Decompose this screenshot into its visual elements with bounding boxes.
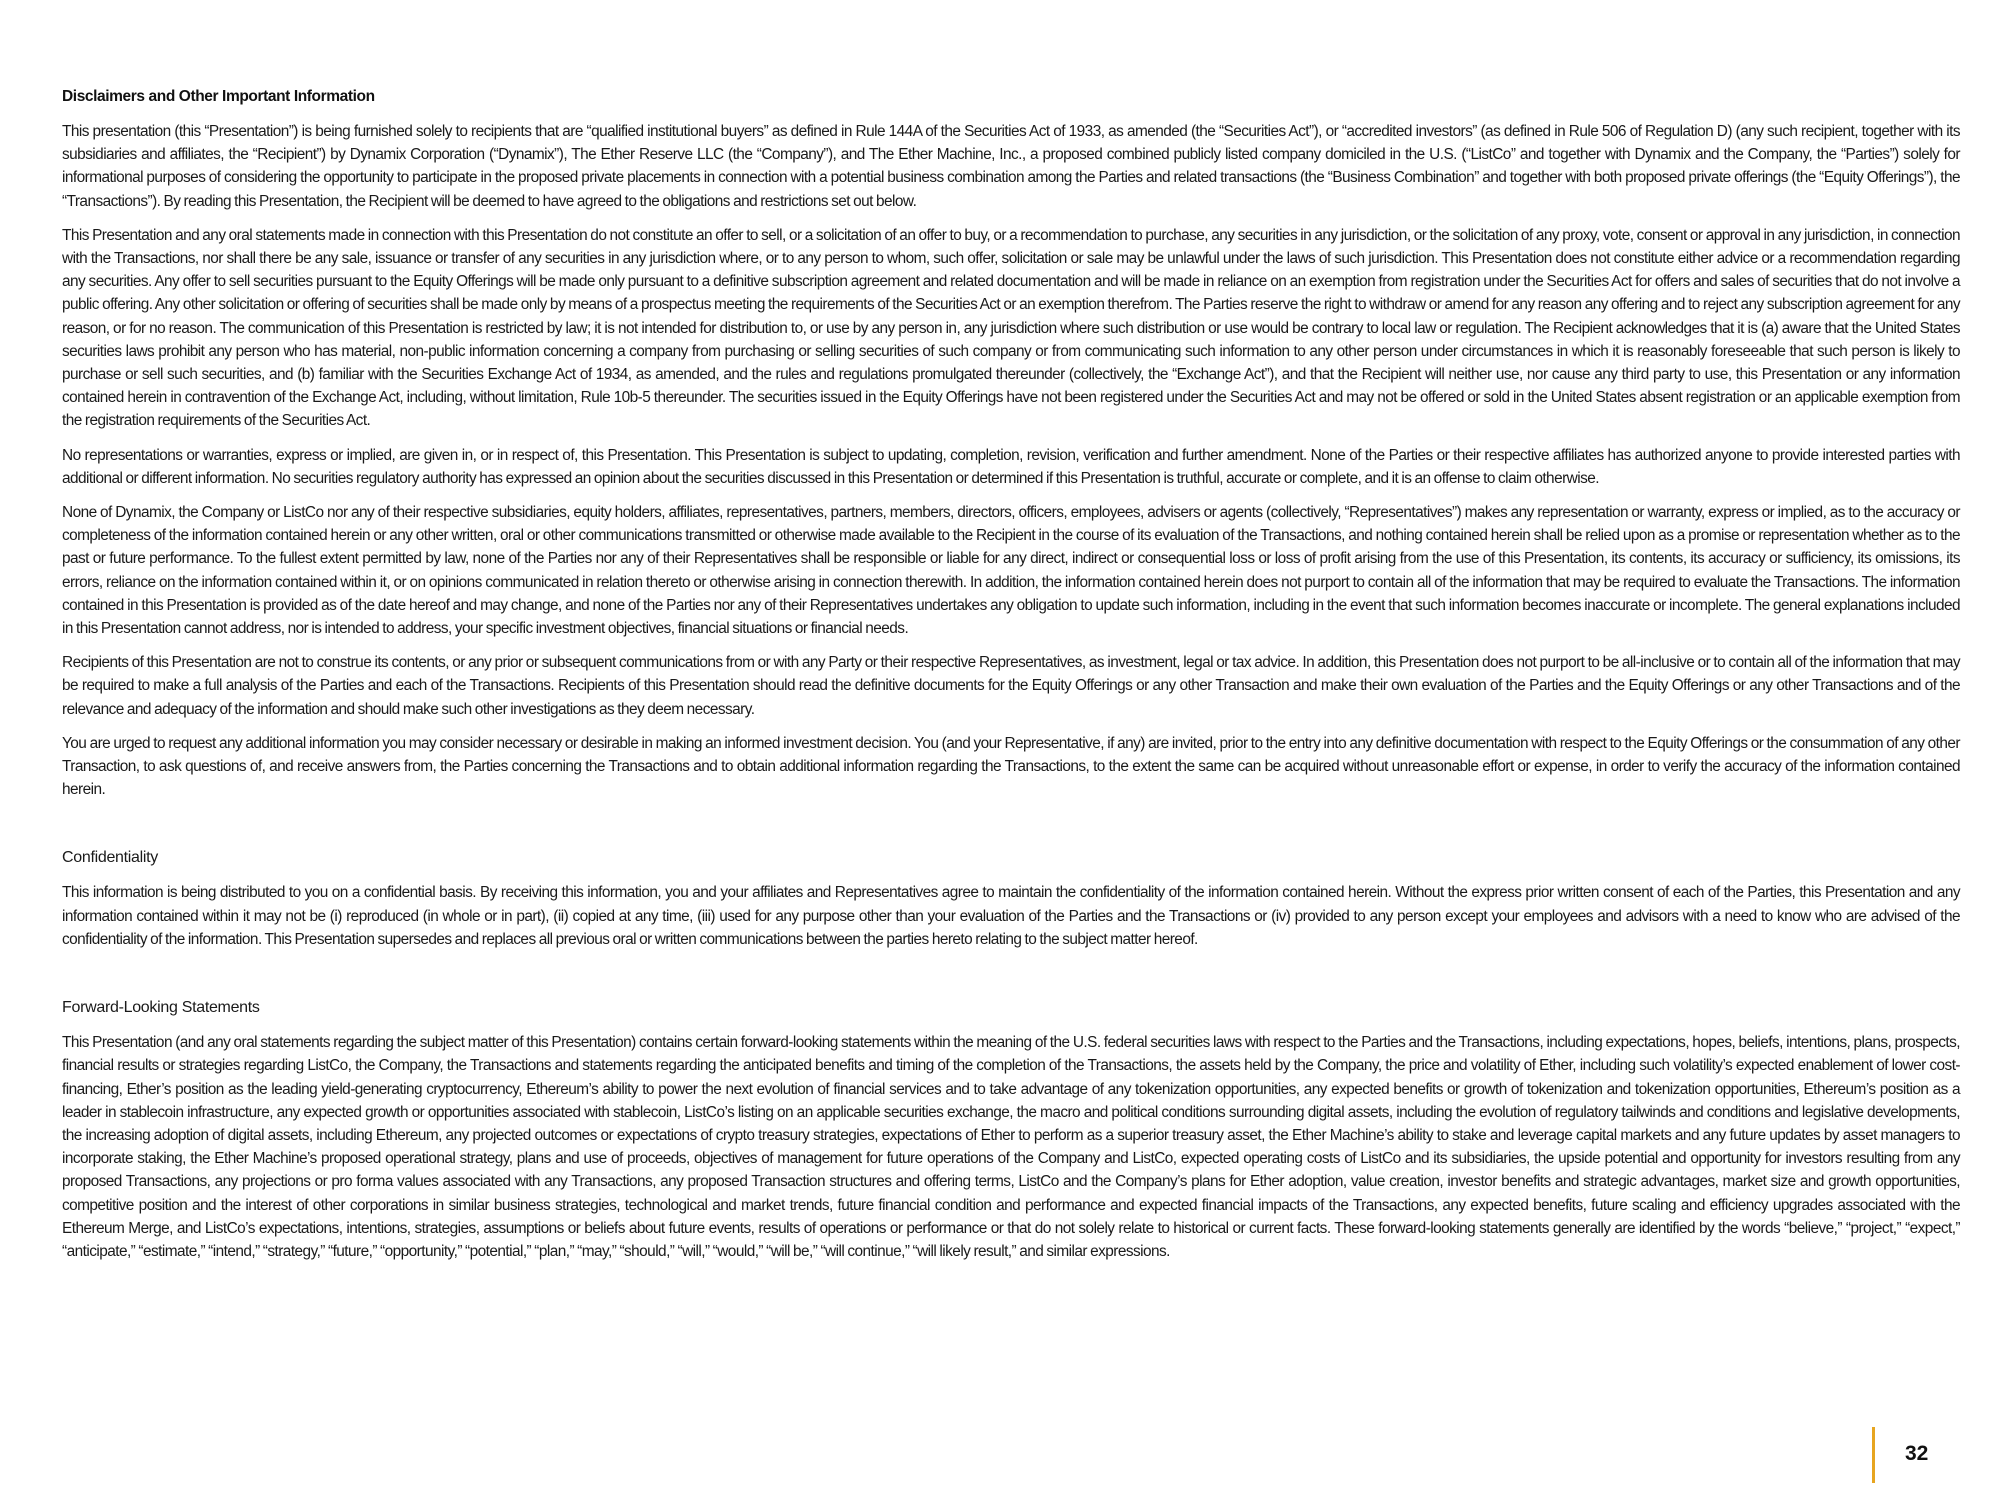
intro-paragraph-1: This presentation (this “Presentation”) is being furnished solely to recipients that are “qualified institutional buyers” as defined in Rule 144A of the Securities Act of 1933, as amended (the “Securities Act”), or “accredited investors” (as defined in Rule 506 of Regulation D) (any such recipient, together with its subsidiaries and affiliates, the “Recipient”) by Dynamix Corporation (“Dynamix”), The Ether Reserve LLC (the “Company”), and The Ether Machine, Inc., a proposed combined publicly listed company domiciled in the U.S. (“ListCo” and together with Dynamix and the Company, the “Parties”) solely for informational purposes of considering the opportunity to participate in the proposed private placements in connection with a potential business combination among the Parties and related transactions (the “Business Combination” and together with both proposed private offerings (the “Equity Offerings”), the “Transactions”). By reading this Presentation, the Recipient will be deemed to have agreed to the obligations and restrictions set out below. <box>62 123 1960 210</box>
disclaimer-content <box>62 88 1960 1274</box>
intro-paragraph-5: Recipients of this Presentation are not to construe its contents, or any prior or subsequent communications from or with any Party or their respective Representatives, as investment, legal or tax advice. In addition, this Presentation does not purport to be all-inclusive or to contain all of the information that may be required to make a full analysis of the Parties and each of the Transactions. Recipients of this Presentation should read the definitive documents for the Equity Offerings or any other Transaction and make their own evaluation of the Parties and the Equity Offerings or any other Transactions and of the relevance and adequacy of the information and should make such other investigations as they deem necessary. <box>62 654 1960 718</box>
intro-paragraph-4: None of Dynamix, the Company or ListCo nor any of their respective subsidiaries, equity holders, affiliates, representatives, partners, members, directors, officers, employees, advisers or agents (collectively, “Representatives”) makes any representation or warranty, express or implied, as to the accuracy or completeness of the information contained herein or any other written, oral or other communications transmitted or otherwise made available to the Recipient in the course of its evaluation of the Transactions, and nothing contained herein shall be relied upon as a promise or representation whether as to the past or future performance. To the fullest extent permitted by law, none of the Parties nor any of their Representatives shall be responsible or liable for any direct, indirect or consequential loss or loss of profit arising from the use of this Presentation, its contents, its accuracy or sufficiency, its omissions, its errors, reliance on the information contained within it, or on opinions communicated in relation thereto or otherwise arising in connection therewith. In addition, the information contained herein does not purport to contain all of the information that may be required to evaluate the Transactions. The information contained in this Presentation is provided as of the date hereof and may change, and none of the Parties nor any of their Representatives undertakes any obligation to update such information, including in the event that such information becomes inaccurate or incomplete. The general explanations included in this Presentation cannot address, nor is intended to address, your specific investment objectives, financial situations or financial needs. <box>62 504 1960 638</box>
page-title: Disclaimers and Other Important Information <box>62 88 375 105</box>
intro-paragraph-3: No representations or warranties, express or implied, are given in, or in respect of, this Presentation. This Presentation is subject to updating, completion, revision, verification and further amendment. None of the Parties or their respective affiliates has authorized anyone to provide interested parties with additional or different information. No securities regulatory authority has expressed an opinion about the securities discussed in this Presentation or determined if this Presentation is truthful, accurate or complete, and it is an offense to claim otherwise. <box>62 446 1960 487</box>
footer-accent-rule <box>1872 1427 1875 1483</box>
forward-looking-paragraph: This Presentation (and any oral statements regarding the subject matter of this Presentation) contains certain forward-looking statements within the meaning of the U.S. federal securities laws with respect to the Parties and the Transactions, including expectations, hopes, beliefs, intentions, plans, prospects, financial results or strategies regarding ListCo, the Company, the Transactions and statements regarding the anticipated benefits and timing of the completion of the Transactions, the assets held by the Company, the price and volatility of Ether, including such volatility’s expected enablement of lower cost-financing, Ether’s position as the leading yield-generating cryptocurrency, Ethereum’s ability to power the next evolution of financial services and to take advantage of any tokenization opportunities, any expected benefits or growth of tokenization and tokenization opportunities, Ethereum’s position as a leader in stablecoin infrastructure, any expected growth or opportunities associated with stablecoin, ListCo’s listing on an applicable securities exchange, the macro and political conditions surrounding digital assets, including the evolution of regulatory tailwinds and conditions and legislative developments, the increasing adoption of digital assets, including Ethereum, any projected outcomes or expectations of crypto treasury strategies, expectations of Ether to perform as a superior treasury asset, the Ether Machine’s ability to stake and leverage capital markets and any future updates by asset managers to incorporate staking, the Ether Machine’s proposed operational strategy, plans and use of proceeds, objectives of management for future operations of the Company and ListCo, expected operating costs of ListCo and its subsidiaries, the upside potential and opportunity for investors resulting from any proposed Transactions, any projections or pro forma values associated with any Transactions, any proposed Transaction structures and offering terms, ListCo and the Company’s plans for Ether adoption, value creation, investor benefits and strategic advantages, market size and growth opportunities, competitive position and the interest of other corporations in similar business strategies, technological and market trends, future financial condition and performance and expected financial impacts of the Transactions, any expected benefits, future scaling and efficiency upgrades associated with the Ethereum Merge, and ListCo’s expectations, intentions, strategies, assumptions or beliefs about future events, results of operations or performance or that do not solely relate to historical or current facts. These forward-looking statements generally are identified by the words “believe,” “project,” “expect,” “anticipate,” “estimate,” “intend,” “strategy,” “future,” “opportunity,” “potential,” “plan,” “may,” “should,” “will,” “would,” “will be,” “will continue,” “will likely result,” and similar expressions. <box>62 1034 1960 1260</box>
intro-paragraph-6: You are urged to request any additional information you may consider necessary or desirable in making an informed investment decision. You (and your Representative, if any) are invited, prior to the entry into any definitive documentation with respect to the Equity Offerings or the consummation of any other Transaction, to ask questions of, and receive answers from, the Parties concerning the Transactions and to obtain additional information regarding the Transactions, to the extent the same can be acquired without unreasonable effort or expense, in order to verify the accuracy of the information contained herein. <box>62 734 1960 799</box>
confidentiality-paragraph: This information is being distributed to you on a confidential basis. By receiving this information, you and your affiliates and Representatives agree to maintain the confidentiality of the information contained herein. Without the express prior written consent of each of the Parties, this Presentation and any information contained within it may not be (i) reproduced (in whole or in part), (ii) copied at any time, (iii) used for any purpose other than your evaluation of the Parties and the Transactions or (iv) provided to any person except your employees and advisors with a need to know who are advised of the confidentiality of the information. This Presentation supersedes and replaces all previous oral or written communications between the parties hereto relating to the subject matter hereof. <box>62 884 1960 948</box>
confidentiality-heading: Confidentiality <box>62 849 159 867</box>
forward-looking-heading: Forward-Looking Statements <box>62 999 260 1017</box>
intro-paragraph-2: This Presentation and any oral statements made in connection with this Presentation do not constitute an offer to sell, or a solicitation of an offer to buy, or a recommendation to purchase, any securities in any jurisdiction, or the solicitation of any proxy, vote, consent or approval in any jurisdiction, in connection with the Transactions, nor shall there be any sale, issuance or transfer of any securities in any jurisdiction where, or to any person to whom, such offer, solicitation or sale may be unlawful under the laws of such jurisdiction. This Presentation does not constitute either advice or a recommendation regarding any securities. Any offer to sell securities pursuant to the Equity Offerings will be made only pursuant to a definitive subscription agreement and related documentation and will be made in reliance on an exemption from registration under the Securities Act for offers and sales of securities that do not involve a public offering. Any other solicitation or offering of securities shall be made only by means of a prospectus meeting the requirements of the Securities Act or an exemption therefrom. The Parties reserve the right to withdraw or amend for any reason any offering and to reject any subscription agreement for any reason, or for no reason. The communication of this Presentation is restricted by law; it is not intended for distribution to, or use by any person in, any jurisdiction where such distribution or use would be contrary to local law or regulation. The Recipient acknowledges that it is (a) aware that the United States securities laws prohibit any person who has material, non-public information concerning a company from purchasing or selling securities of such company or from communicating such information to any other person under circumstances in which it is reasonably foreseeable that such person is likely to purchase or sell such securities, and (b) familiar with the Securities Exchange Act of 1934, as amended, and the rules and regulations promulgated thereunder (collectively, the “Exchange Act”), and that the Recipient will neither use, nor cause any third party to use, this Presentation or any information contained herein in contravention of the Exchange Act, including, without limitation, Rule 10b-5 thereunder. The securities issued in the Equity Offerings have not been registered under the Securities Act and may not be offered or sold in the United States absent registration or an applicable exemption from the registration requirements of the Securities Act. <box>62 226 1960 430</box>
page-number: 32 <box>1905 1442 1929 1465</box>
